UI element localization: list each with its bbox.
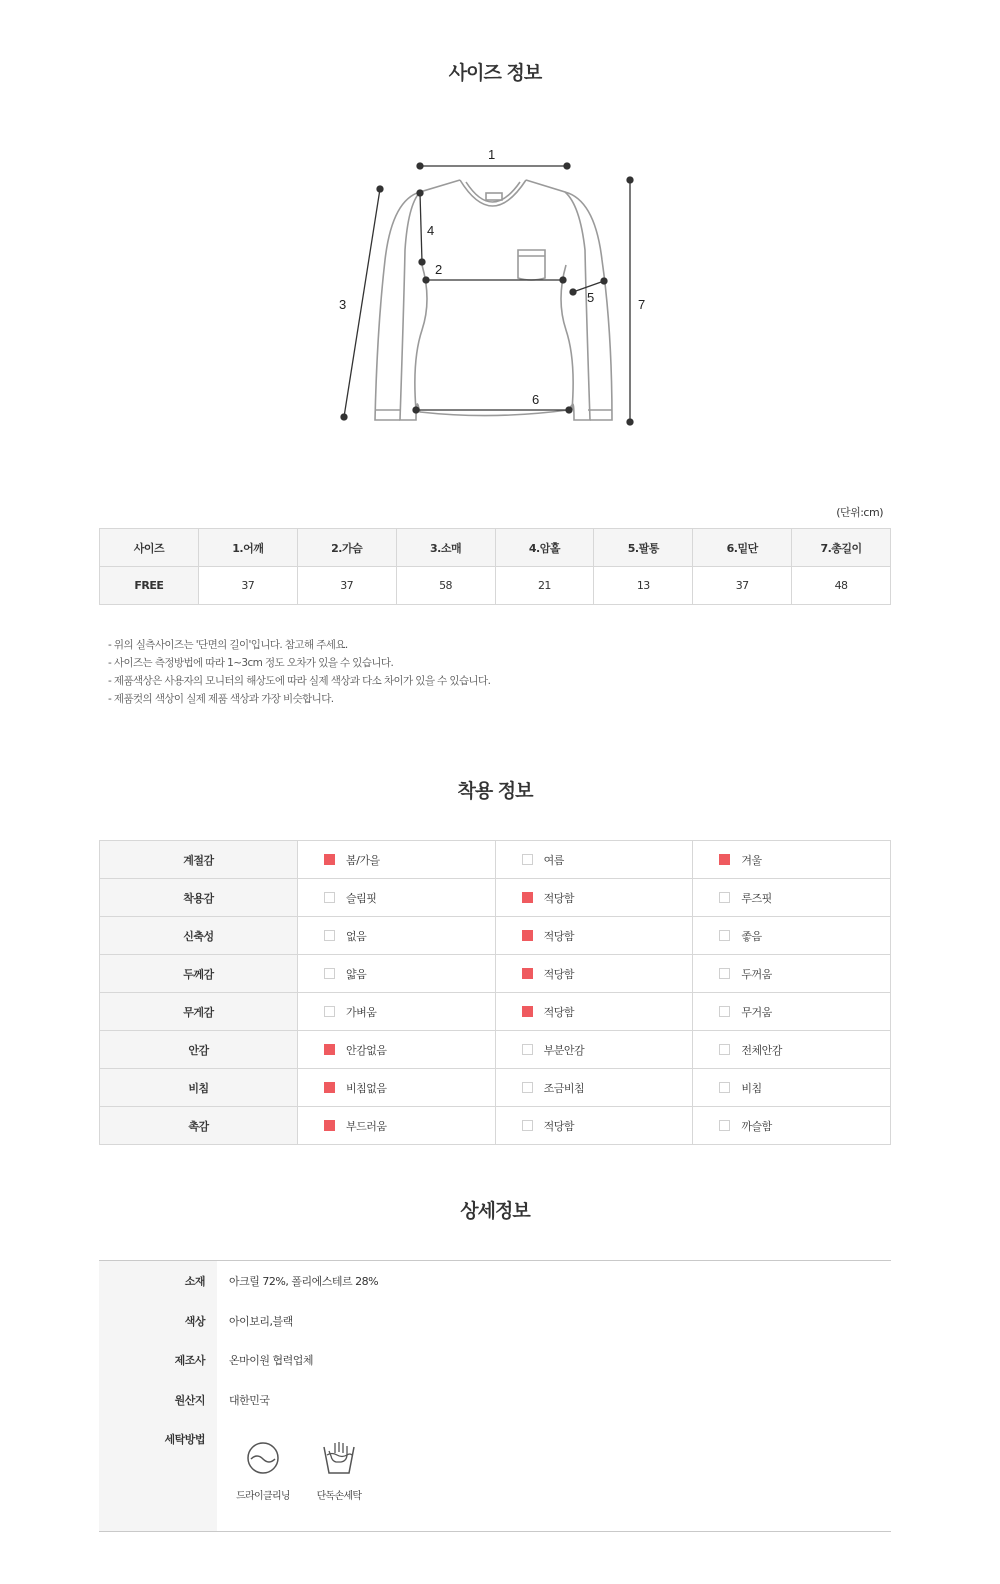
detail-label: 원산지 — [174, 1394, 205, 1407]
fit-option-label: 까슬함 — [741, 1119, 772, 1133]
fit-table — [99, 840, 891, 1145]
size-section-title: 사이즈 정보 — [448, 62, 542, 84]
unchecked-box-icon — [719, 1044, 730, 1055]
fit-option-label: 가벼움 — [346, 1005, 377, 1019]
checked-box-icon — [324, 1082, 335, 1093]
checked-box-icon — [324, 1120, 335, 1131]
fit-option — [495, 917, 693, 955]
note-item: - 제품컷의 색상이 실제 제품 색상과 가장 비슷합니다. — [108, 693, 334, 705]
checked-box-icon — [522, 1006, 533, 1017]
fit-option — [298, 841, 496, 879]
fit-option — [495, 879, 693, 917]
unchecked-box-icon — [719, 1120, 730, 1131]
unchecked-box-icon — [522, 1120, 533, 1131]
fit-option — [495, 955, 693, 993]
fit-option — [693, 1107, 891, 1145]
size-table — [99, 528, 891, 605]
checked-box-icon — [522, 930, 533, 941]
unchecked-box-icon — [719, 1082, 730, 1093]
fit-option-label: 부분안감 — [543, 1043, 585, 1057]
fit-option — [298, 1069, 496, 1107]
fit-option-label: 루즈핏 — [741, 891, 772, 905]
unchecked-box-icon — [324, 968, 335, 979]
detail-row-origin — [99, 1392, 891, 1412]
fit-option — [495, 1031, 693, 1069]
fit-row-label: 착용감 — [100, 879, 298, 917]
fit-option-label: 적당함 — [543, 967, 575, 981]
fit-option — [693, 1031, 891, 1069]
fit-row — [100, 993, 891, 1031]
dry-clean-icon — [246, 1441, 280, 1475]
diagram-label-4: 4 — [427, 223, 435, 238]
fit-option — [298, 993, 496, 1031]
fit-option-label: 얇음 — [346, 967, 367, 981]
fit-section-title: 착용 정보 — [457, 780, 533, 802]
size-header-cell: 1.어깨 — [198, 529, 297, 567]
size-cell: 37 — [693, 567, 792, 605]
wash-item-dry-clean — [228, 1441, 298, 1502]
size-header-cell: 2.가슴 — [297, 529, 396, 567]
fit-row-label: 신축성 — [100, 917, 298, 955]
note-item: - 사이즈는 측정방법에 따라 1~3cm 정도 오차가 있을 수 있습니다. — [108, 657, 394, 669]
size-header-cell: 6.밑단 — [693, 529, 792, 567]
size-table-header — [100, 529, 891, 567]
fit-row — [100, 841, 891, 879]
unchecked-box-icon — [719, 892, 730, 903]
size-header-cell: 7.총길이 — [792, 529, 891, 567]
size-cell: 13 — [594, 567, 693, 605]
fit-option — [693, 955, 891, 993]
diagram-label-7: 7 — [638, 297, 646, 312]
origin-value: 대한민국 — [229, 1394, 270, 1407]
note-item: - 위의 실측사이즈는 '단면의 길이'입니다. 참고해 주세요. — [108, 639, 348, 651]
material-value: 아크릴 72%, 폴리에스테르 28% — [229, 1275, 379, 1288]
size-cell: FREE — [100, 567, 199, 605]
checked-box-icon — [522, 968, 533, 979]
fit-option — [298, 917, 496, 955]
size-cell: 37 — [297, 567, 396, 605]
checked-box-icon — [719, 854, 730, 865]
fit-option — [298, 955, 496, 993]
fit-row — [100, 1107, 891, 1145]
checked-box-icon — [324, 854, 335, 865]
detail-row-material — [99, 1273, 891, 1293]
fit-row-label: 비침 — [100, 1069, 298, 1107]
unchecked-box-icon — [719, 930, 730, 941]
detail-section-title: 상세정보 — [460, 1200, 530, 1222]
diagram-label-1: 1 — [488, 147, 496, 162]
detail-table — [99, 1260, 891, 1532]
size-cell: 37 — [198, 567, 297, 605]
detail-label: 세탁방법 — [164, 1433, 205, 1446]
unit-label: (단위:cm) — [836, 506, 883, 519]
fit-option — [495, 1069, 693, 1107]
size-header-cell: 3.소매 — [396, 529, 495, 567]
fit-option-label: 겨울 — [741, 853, 762, 867]
size-cell: 21 — [495, 567, 594, 605]
detail-row-wash — [99, 1431, 891, 1451]
fit-option — [693, 917, 891, 955]
fit-option — [298, 1031, 496, 1069]
wash-item-hand-wash — [304, 1441, 374, 1502]
unchecked-box-icon — [719, 1006, 730, 1017]
wash-caption: 드라이클리닝 — [236, 1491, 290, 1502]
size-notes — [108, 636, 490, 708]
hand-wash-icon — [321, 1441, 357, 1475]
diagram-label-2: 2 — [435, 262, 443, 277]
detail-row-maker — [99, 1352, 891, 1372]
size-header-cell: 4.암홀 — [495, 529, 594, 567]
fit-option — [693, 879, 891, 917]
fit-option-label: 전체안감 — [741, 1043, 782, 1057]
detail-label: 제조사 — [174, 1354, 205, 1367]
fit-option-label: 적당함 — [543, 1119, 575, 1133]
diagram-label-3: 3 — [339, 297, 347, 312]
fit-option — [495, 993, 693, 1031]
fit-option-label: 적당함 — [543, 1005, 575, 1019]
maker-value: 온마이원 협력업체 — [229, 1354, 314, 1367]
fit-row — [100, 879, 891, 917]
detail-row-color — [99, 1313, 891, 1333]
fit-option-label: 무거움 — [741, 1005, 772, 1019]
checked-box-icon — [522, 892, 533, 903]
fit-option-label: 없음 — [346, 929, 367, 943]
wash-caption: 단독손세탁 — [316, 1491, 362, 1502]
fit-option — [298, 879, 496, 917]
fit-option — [298, 1107, 496, 1145]
fit-row — [100, 1069, 891, 1107]
fit-option-label: 적당함 — [543, 891, 575, 905]
unchecked-box-icon — [324, 1006, 335, 1017]
size-header-cell: 사이즈 — [100, 529, 199, 567]
diagram-label-5: 5 — [587, 290, 595, 305]
fit-option — [495, 1107, 693, 1145]
detail-label: 소재 — [184, 1275, 205, 1288]
fit-row — [100, 1031, 891, 1069]
unchecked-box-icon — [522, 1082, 533, 1093]
fit-row — [100, 955, 891, 993]
size-header-cell: 5.팔통 — [594, 529, 693, 567]
fit-option-label: 두꺼움 — [741, 967, 772, 981]
color-value: 아이보리,블랙 — [229, 1315, 293, 1328]
unchecked-box-icon — [719, 968, 730, 979]
fit-row-label: 안감 — [100, 1031, 298, 1069]
fit-option-label: 여름 — [543, 853, 564, 867]
fit-option — [495, 841, 693, 879]
fit-option — [693, 993, 891, 1031]
detail-label: 색상 — [184, 1315, 205, 1328]
fit-option — [693, 841, 891, 879]
table-row — [100, 567, 891, 605]
fit-option-label: 조금비침 — [543, 1081, 585, 1095]
unchecked-box-icon — [522, 1044, 533, 1055]
unchecked-box-icon — [324, 930, 335, 941]
fit-row-label: 촉감 — [100, 1107, 298, 1145]
fit-option-label: 안감없음 — [346, 1043, 387, 1057]
fit-option-label: 적당함 — [543, 929, 575, 943]
fit-option-label: 봄/가을 — [346, 853, 380, 867]
fit-option-label: 부드러움 — [346, 1119, 387, 1133]
fit-option-label: 좋음 — [741, 929, 762, 943]
sweater-outline — [375, 180, 612, 420]
fit-option — [693, 1069, 891, 1107]
garment-measurement-diagram — [330, 140, 670, 440]
fit-row — [100, 917, 891, 955]
checked-box-icon — [324, 1044, 335, 1055]
fit-option-label: 비침 — [741, 1081, 762, 1095]
fit-option-label: 비침없음 — [346, 1081, 387, 1095]
unchecked-box-icon — [522, 854, 533, 865]
fit-row-label: 계절감 — [100, 841, 298, 879]
diagram-label-6: 6 — [532, 392, 540, 407]
fit-option-label: 슬림핏 — [346, 891, 377, 905]
size-cell: 48 — [792, 567, 891, 605]
fit-row-label: 두께감 — [100, 955, 298, 993]
note-item: - 제품색상은 사용자의 모니터의 해상도에 따라 실제 색상과 다소 차이가 있을 수 있습니다. — [108, 675, 491, 687]
fit-row-label: 무게감 — [100, 993, 298, 1031]
unchecked-box-icon — [324, 892, 335, 903]
size-cell: 58 — [396, 567, 495, 605]
